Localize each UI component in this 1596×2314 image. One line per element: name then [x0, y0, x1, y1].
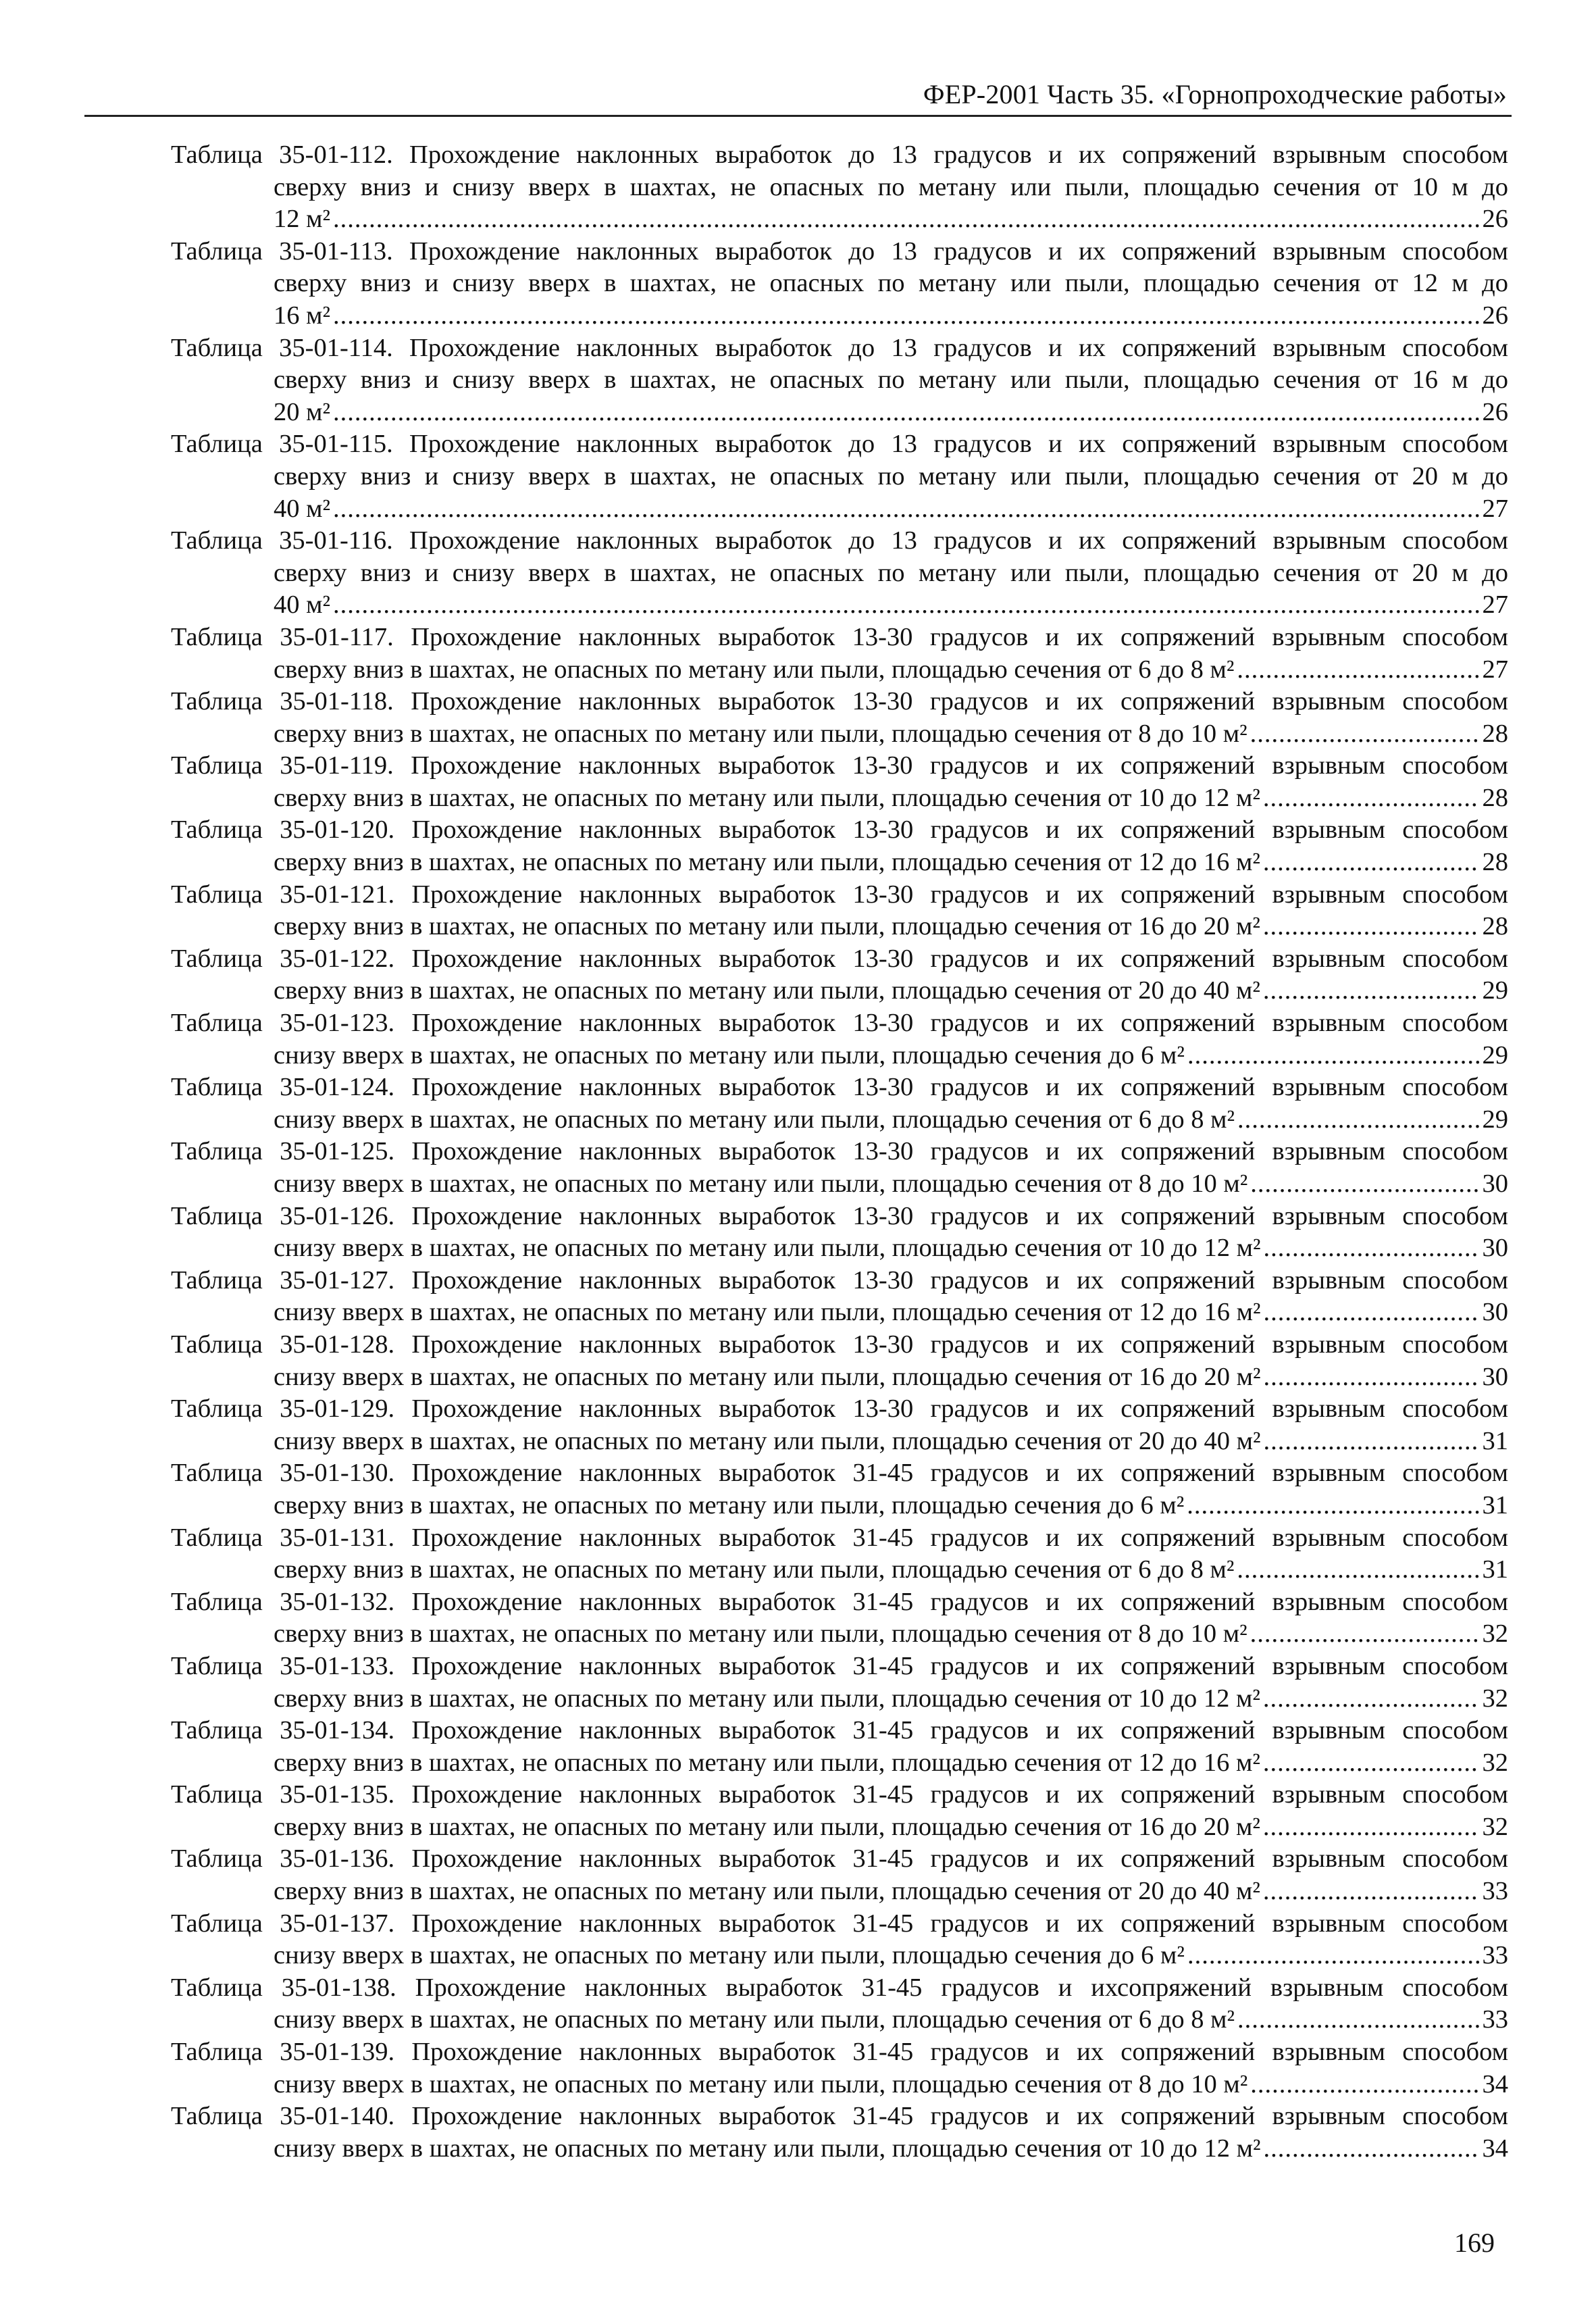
toc-entry-heading: Таблица 35-01-129. Прохождение наклонных выработок 13-30 градусов и их сопряжений взрывным способом: [171, 1394, 1508, 1424]
toc-entry-continuation: сверху вниз и снизу вверх в шахтах, не опасных по метану или пыли, площадью сечения от 10 м до: [274, 172, 1508, 201]
toc-entry-heading: Таблица 35-01-131. Прохождение наклонных выработок 31-45 градусов и их сопряжений взрывным способом: [171, 1523, 1508, 1552]
toc-entry-heading: Таблица 35-01-139. Прохождение наклонных выработок 31-45 градусов и их сопряжений взрывным способом: [171, 2038, 1508, 2067]
toc-entry-leader-row: [171, 1104, 1508, 1136]
toc-entry-page: 29: [1482, 1105, 1508, 1134]
toc-entry-heading: Таблица 35-01-125. Прохождение наклонных выработок 13-30 градусов и их сопряжений взрывным способом: [171, 1137, 1508, 1166]
dot-leader: [1250, 1168, 1479, 1201]
toc-entry: [171, 1843, 1508, 1907]
toc-entry-heading: Таблица 35-01-130. Прохождение наклонных выработок 31-45 градусов и их сопряжений взрывным способом: [171, 1459, 1508, 1488]
dot-leader: [1263, 1876, 1480, 1908]
toc-entry-leader-row: [171, 493, 1508, 526]
toc-entry-heading: Таблица 35-01-113. Прохождение наклонных выработок до 13 градусов и их сопряжений взрывным способом: [171, 236, 1508, 266]
toc-entry-leader-row: [171, 1683, 1508, 1715]
dot-leader: [333, 589, 1479, 622]
toc-entry-page: 31: [1482, 1555, 1508, 1584]
toc-entry: [171, 1393, 1508, 1457]
toc-entry-heading: Таблица 35-01-119. Прохождение наклонных выработок 13-30 градусов и их сопряжений взрывным способом: [171, 751, 1508, 780]
toc-entry-heading: Таблица 35-01-136. Прохождение наклонных выработок 31-45 градусов и их сопряжений взрывным способом: [171, 1844, 1508, 1873]
toc-entry-tail-text: сверху вниз в шахтах, не опасных по метану или пыли, площадью сечения от 6 до 8 м²: [274, 1555, 1235, 1584]
toc-entry-leader-row: [171, 589, 1508, 622]
dot-leader: [1250, 2069, 1479, 2101]
toc-entry-heading: Таблица 35-01-116. Прохождение наклонных выработок до 13 градусов и их сопряжений взрывным способом: [171, 526, 1508, 555]
toc-entry-tail-text: сверху вниз в шахтах, не опасных по метану или пыли, площадью сечения от 10 до 12 м²: [274, 1684, 1260, 1713]
toc-entry-page: 34: [1482, 2134, 1508, 2163]
toc-entry-page: 27: [1482, 494, 1508, 523]
toc-entry: [171, 525, 1508, 622]
toc-entry-leader-row: [171, 1554, 1508, 1586]
toc-entry: [171, 1522, 1508, 1586]
toc-entry-heading: Таблица 35-01-127. Прохождение наклонных выработок 13-30 градусов и их сопряжений взрывным способом: [171, 1265, 1508, 1294]
dot-leader: [333, 493, 1479, 526]
toc-entry: [171, 332, 1508, 429]
page-number: 169: [1454, 2228, 1495, 2258]
toc-entry-leader-row: [171, 1168, 1508, 1201]
toc-entry-page: 28: [1482, 719, 1508, 748]
toc-entry-continuation: сверху вниз и снизу вверх в шахтах, не опасных по метану или пыли, площадью сечения от 16 м до: [274, 366, 1508, 395]
dot-leader: [1237, 1554, 1479, 1586]
toc-entry: [171, 622, 1508, 686]
toc-entry-tail-text: снизу вверх в шахтах, не опасных по метану или пыли, площадью сечения от 20 до 40 м²: [274, 1426, 1261, 1455]
toc-entry-tail-text: сверху вниз в шахтах, не опасных по метану или пыли, площадью сечения от 20 до 40 м²: [274, 1877, 1260, 1906]
toc-entry-heading: Таблица 35-01-132. Прохождение наклонных выработок 31-45 градусов и их сопряжений взрывным способом: [171, 1587, 1508, 1616]
toc-entry-heading: Таблица 35-01-121. Прохождение наклонных выработок 13-30 градусов и их сопряжений взрывным способом: [171, 880, 1508, 909]
dot-leader: [333, 300, 1479, 332]
toc-entry-leader-row: [171, 397, 1508, 429]
toc-entry-heading: Таблица 35-01-135. Прохождение наклонных выработок 31-45 градусов и их сопряжений взрывным способом: [171, 1780, 1508, 1809]
toc-entry-page: 33: [1482, 2005, 1508, 2034]
toc-entry-heading: Таблица 35-01-118. Прохождение наклонных выработок 13-30 градусов и их сопряжений взрывным способом: [171, 687, 1508, 716]
toc-entry-tail-text: снизу вверх в шахтах, не опасных по метану или пыли, площадью сечения до 6 м²: [274, 1040, 1185, 1070]
dot-leader: [1187, 1490, 1479, 1522]
toc-entry: [171, 1265, 1508, 1329]
toc-entry-leader-row: [171, 1618, 1508, 1651]
table-of-contents: [171, 139, 1508, 2165]
toc-entry: [171, 1007, 1508, 1072]
toc-entry-page: 30: [1482, 1362, 1508, 1391]
toc-entry-tail-text: сверху вниз в шахтах, не опасных по метану или пыли, площадью сечения от 12 до 16 м²: [274, 1748, 1260, 1777]
toc-entry-tail-text: снизу вверх в шахтах, не опасных по метану или пыли, площадью сечения от 8 до 10 м²: [274, 2069, 1248, 2098]
toc-entry-leader-row: [171, 847, 1508, 879]
toc-entry-leader-row: [171, 1490, 1508, 1522]
toc-entry-heading: Таблица 35-01-122. Прохождение наклонных выработок 13-30 градусов и их сопряжений взрывным способом: [171, 944, 1508, 973]
toc-entry-leader-row: [171, 911, 1508, 943]
toc-entry: [171, 428, 1508, 525]
toc-entry-page: 28: [1482, 783, 1508, 812]
toc-entry-page: 33: [1482, 1877, 1508, 1906]
dot-leader: [1264, 1361, 1480, 1394]
dot-leader: [1250, 1618, 1480, 1651]
toc-entry-tail-text: сверху вниз в шахтах, не опасных по метану или пыли, площадью сечения от 10 до 12 м²: [274, 783, 1260, 812]
toc-entry-leader-row: [171, 1297, 1508, 1329]
toc-entry-leader-row: [171, 1940, 1508, 1972]
dot-leader: [1263, 1683, 1480, 1715]
dot-leader: [1264, 1297, 1480, 1329]
toc-entry: [171, 879, 1508, 943]
toc-entry: [171, 814, 1508, 878]
toc-entry-page: 31: [1482, 1490, 1508, 1519]
toc-entry-leader-row: [171, 2004, 1508, 2036]
dot-leader: [1263, 847, 1480, 879]
toc-entry-heading: Таблица 35-01-112. Прохождение наклонных выработок до 13 градусов и их сопряжений взрывным способом: [171, 141, 1508, 169]
toc-entry-page: 32: [1482, 1812, 1508, 1841]
toc-entry-page: 32: [1482, 1619, 1508, 1649]
dot-leader: [1264, 1232, 1480, 1265]
toc-entry-heading: Таблица 35-01-138. Прохождение наклонных выработок 31-45 градусов и ихсопряжений взрывным способом: [171, 1973, 1508, 2002]
toc-entry: [171, 1779, 1508, 1843]
toc-entry-page: 26: [1482, 301, 1508, 330]
toc-entry: [171, 1715, 1508, 1779]
toc-entry-tail-text: снизу вверх в шахтах, не опасных по метану или пыли, площадью сечения от 6 до 8 м²: [274, 2005, 1235, 2034]
toc-entry-leader-row: [171, 1232, 1508, 1265]
toc-entry-tail-text: снизу вверх в шахтах, не опасных по метану или пыли, площадью сечения от 6 до 8 м²: [274, 1105, 1235, 1134]
running-header: ФЕР-2001 Часть 35. «Горнопроходческие работы»: [923, 79, 1507, 109]
toc-entry-tail-text: сверху вниз в шахтах, не опасных по метану или пыли, площадью сечения до 6 м²: [274, 1490, 1185, 1519]
toc-entry-leader-row: [171, 203, 1508, 236]
dot-leader: [1237, 2004, 1479, 2036]
toc-entry-page: 33: [1482, 1941, 1508, 1970]
toc-entry-page: 27: [1482, 590, 1508, 620]
dot-leader: [1187, 1040, 1480, 1072]
toc-entry-page: 34: [1482, 2069, 1508, 2098]
toc-entry: [171, 686, 1508, 750]
dot-leader: [333, 203, 1479, 236]
toc-entry-tail-text: сверху вниз в шахтах, не опасных по метану или пыли, площадью сечения от 6 до 8 м²: [274, 655, 1235, 684]
toc-entry-tail-text: сверху вниз в шахтах, не опасных по метану или пыли, площадью сечения от 16 до 20 м²: [274, 912, 1260, 941]
toc-entry: [171, 2036, 1508, 2101]
toc-entry-leader-row: [171, 1426, 1508, 1458]
toc-entry: [171, 1072, 1508, 1136]
dot-leader: [1237, 1104, 1479, 1136]
toc-entry: [171, 1457, 1508, 1521]
toc-entry: [171, 1972, 1508, 2036]
toc-entry-leader-row: [171, 1747, 1508, 1780]
toc-entry-leader-row: [171, 1040, 1508, 1072]
toc-entry-tail-text: снизу вверх в шахтах, не опасных по метану или пыли, площадью сечения от 16 до 20 м²: [274, 1362, 1261, 1391]
toc-entry-heading: Таблица 35-01-124. Прохождение наклонных выработок 13-30 градусов и их сопряжений взрывным способом: [171, 1073, 1508, 1102]
toc-entry-tail-text: сверху вниз в шахтах, не опасных по метану или пыли, площадью сечения от 8 до 10 м²: [274, 719, 1247, 748]
toc-entry-page: 28: [1482, 912, 1508, 941]
toc-entry-page: 26: [1482, 205, 1508, 234]
toc-entry-page: 28: [1482, 848, 1508, 877]
dot-leader: [1263, 782, 1480, 815]
toc-entry-page: 32: [1482, 1748, 1508, 1777]
toc-entry-heading: Таблица 35-01-115. Прохождение наклонных выработок до 13 градусов и их сопряжений взрывным способом: [171, 430, 1508, 459]
toc-entry-tail-text: снизу вверх в шахтах, не опасных по метану или пыли, площадью сечения до 6 м²: [274, 1941, 1185, 1970]
toc-entry-leader-row: [171, 2069, 1508, 2101]
toc-entry: [171, 1651, 1508, 1715]
toc-entry-tail-text: сверху вниз в шахтах, не опасных по метану или пыли, площадью сечения от 16 до 20 м²: [274, 1812, 1260, 1841]
toc-entry-leader-row: [171, 1811, 1508, 1844]
toc-entry-heading: Таблица 35-01-117. Прохождение наклонных выработок 13-30 градусов и их сопряжений взрывным способом: [171, 622, 1508, 651]
toc-entry-page: 30: [1482, 1234, 1508, 1263]
toc-entry-page: 29: [1482, 1040, 1508, 1070]
header-rule: [84, 115, 1512, 117]
dot-leader: [1263, 1811, 1480, 1844]
toc-entry-tail-text: 20 м²: [274, 397, 331, 426]
dot-leader: [1264, 2133, 1480, 2165]
toc-entry-leader-row: [171, 300, 1508, 332]
toc-entry: [171, 1136, 1508, 1200]
toc-entry-tail-text: 40 м²: [274, 590, 331, 620]
toc-entry-leader-row: [171, 782, 1508, 815]
dot-leader: [1250, 718, 1480, 751]
toc-entry-tail-text: сверху вниз в шахтах, не опасных по метану или пыли, площадью сечения от 8 до 10 м²: [274, 1619, 1247, 1649]
toc-entry-tail-text: сверху вниз в шахтах, не опасных по метану или пыли, площадью сечения от 20 до 40 м²: [274, 976, 1260, 1005]
toc-entry-heading: Таблица 35-01-114. Прохождение наклонных выработок до 13 градусов и их сопряжений взрывным способом: [171, 333, 1508, 362]
dot-leader: [1263, 975, 1480, 1007]
toc-entry-heading: Таблица 35-01-137. Прохождение наклонных выработок 31-45 градусов и их сопряжений взрывным способом: [171, 1909, 1508, 1938]
toc-entry-leader-row: [171, 1361, 1508, 1394]
toc-entry-leader-row: [171, 975, 1508, 1007]
toc-entry-tail-text: снизу вверх в шахтах, не опасных по метану или пыли, площадью сечения от 10 до 12 м²: [274, 2134, 1261, 2163]
dot-leader: [1263, 911, 1480, 943]
toc-entry-heading: Таблица 35-01-128. Прохождение наклонных выработок 13-30 градусов и их сопряжений взрывным способом: [171, 1330, 1508, 1359]
toc-entry: [171, 236, 1508, 332]
toc-entry-page: 32: [1482, 1684, 1508, 1713]
dot-leader: [1263, 1747, 1480, 1780]
toc-entry-continuation: сверху вниз и снизу вверх в шахтах, не опасных по метану или пыли, площадью сечения от 20 м до: [274, 461, 1508, 491]
toc-entry-tail-text: 16 м²: [274, 301, 331, 330]
toc-entry-heading: Таблица 35-01-140. Прохождение наклонных выработок 31-45 градусов и их сопряжений взрывным способом: [171, 2102, 1508, 2131]
toc-entry-heading: Таблица 35-01-120. Прохождение наклонных выработок 13-30 градусов и их сопряжений взрывным способом: [171, 815, 1508, 845]
toc-entry-tail-text: снизу вверх в шахтах, не опасных по метану или пыли, площадью сечения от 12 до 16 м²: [274, 1298, 1261, 1327]
toc-entry-page: 29: [1482, 976, 1508, 1005]
toc-entry: [171, 750, 1508, 814]
toc-entry: [171, 1586, 1508, 1651]
toc-entry: [171, 1201, 1508, 1265]
toc-entry-tail-text: сверху вниз в шахтах, не опасных по метану или пыли, площадью сечения от 12 до 16 м²: [274, 848, 1260, 877]
toc-entry-tail-text: 40 м²: [274, 494, 331, 523]
toc-entry-continuation: сверху вниз и снизу вверх в шахтах, не опасных по метану или пыли, площадью сечения от 12 м до: [274, 269, 1508, 298]
toc-entry-page: 26: [1482, 397, 1508, 426]
toc-entry-page: 31: [1482, 1426, 1508, 1455]
dot-leader: [333, 397, 1479, 429]
dot-leader: [1187, 1940, 1480, 1972]
toc-entry-heading: Таблица 35-01-133. Прохождение наклонных выработок 31-45 градусов и их сопряжений взрывным способом: [171, 1651, 1508, 1680]
toc-entry-heading: Таблица 35-01-123. Прохождение наклонных выработок 13-30 градусов и их сопряжений взрывным способом: [171, 1009, 1508, 1038]
toc-entry: [171, 1908, 1508, 1972]
toc-entry-page: 30: [1482, 1298, 1508, 1327]
toc-entry: [171, 2101, 1508, 2165]
toc-entry: [171, 139, 1508, 236]
toc-entry-tail-text: снизу вверх в шахтах, не опасных по метану или пыли, площадью сечения от 8 до 10 м²: [274, 1169, 1248, 1198]
dot-leader: [1237, 654, 1479, 686]
toc-entry-heading: Таблица 35-01-126. Прохождение наклонных выработок 13-30 градусов и их сопряжений взрывным способом: [171, 1201, 1508, 1230]
toc-entry-page: 27: [1482, 655, 1508, 684]
toc-entry: [171, 1329, 1508, 1393]
toc-entry-tail-text: снизу вверх в шахтах, не опасных по метану или пыли, площадью сечения от 10 до 12 м²: [274, 1234, 1261, 1263]
toc-entry-leader-row: [171, 2133, 1508, 2165]
toc-entry-heading: Таблица 35-01-134. Прохождение наклонных выработок 31-45 градусов и их сопряжений взрывным способом: [171, 1716, 1508, 1745]
toc-entry-tail-text: 12 м²: [274, 205, 331, 234]
toc-entry-leader-row: [171, 718, 1508, 751]
dot-leader: [1264, 1426, 1480, 1458]
toc-entry-leader-row: [171, 654, 1508, 686]
toc-entry: [171, 943, 1508, 1007]
toc-entry-page: 30: [1482, 1169, 1508, 1198]
toc-entry-leader-row: [171, 1876, 1508, 1908]
toc-entry-continuation: сверху вниз и снизу вверх в шахтах, не опасных по метану или пыли, площадью сечения от 20 м до: [274, 558, 1508, 587]
